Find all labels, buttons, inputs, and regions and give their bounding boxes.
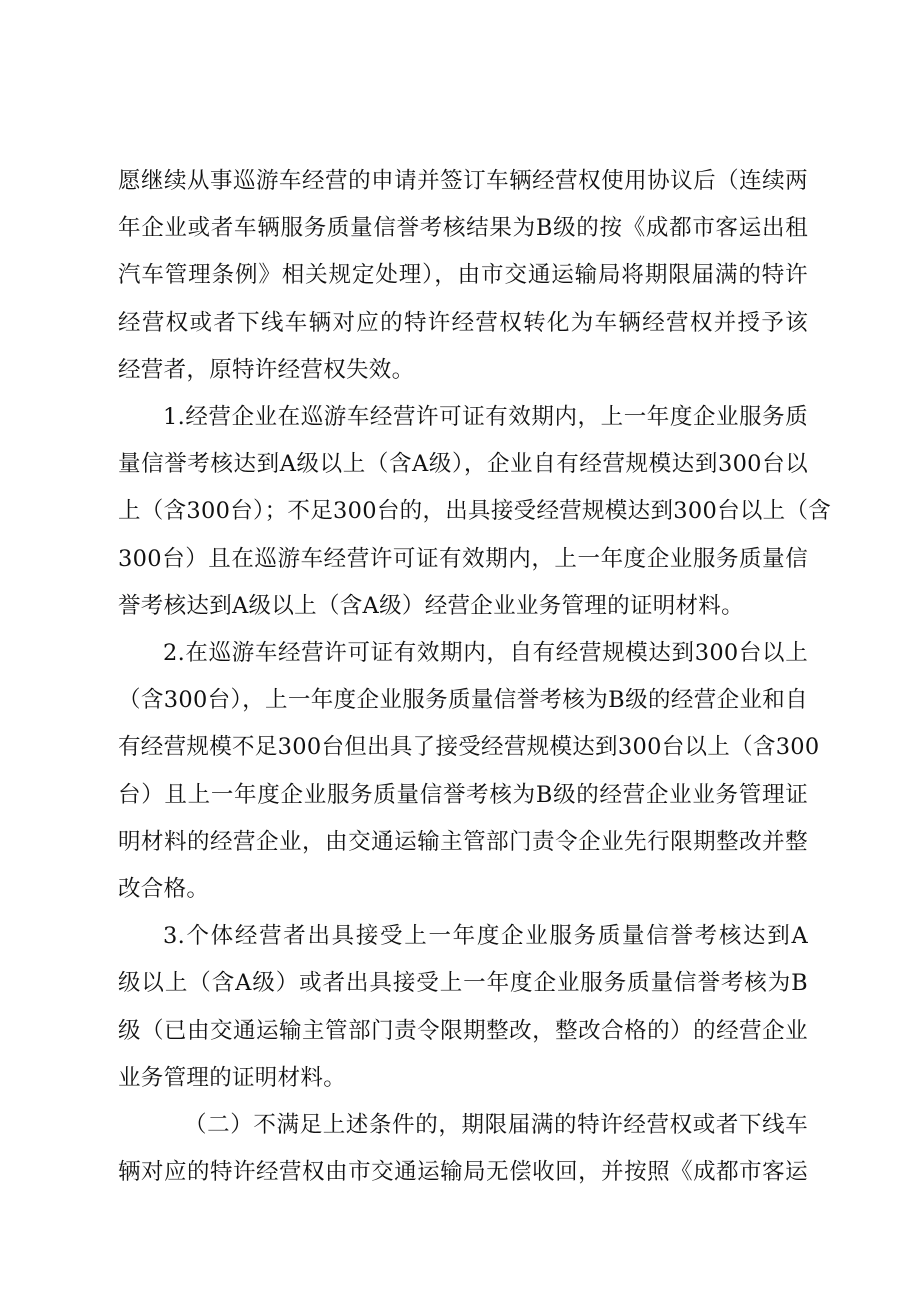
text-line: 300台）且在巡游车经营许可证有效期内，上一年度企业服务质量信: [118, 545, 808, 572]
text-line: 改合格。: [118, 876, 210, 903]
paragraph-section-2: [118, 1102, 808, 1196]
text-line: 辆对应的特许经营权由市交通运输局无偿收回，并按照《成都市客运: [118, 1159, 808, 1186]
text-line: 经营权或者下线车辆对应的特许经营权转化为车辆经营权并授予该: [118, 309, 808, 336]
text-line: 年企业或者车辆服务质量信誉考核结果为B级的按《成都市客运出租: [118, 215, 808, 242]
document-body: [118, 158, 832, 1196]
text-line: 级（已由交通运输主管部门责令限期整改，整改合格的）的经营企业: [118, 1017, 808, 1044]
text-line: 台）且上一年度企业服务质量信誉考核为B级的经营企业业务管理证: [118, 781, 808, 808]
text-line: （二）不满足上述条件的，期限届满的特许经营权或者下线车: [184, 1112, 808, 1139]
text-line: 2.在巡游车经营许可证有效期内，自有经营规模达到300台以上: [163, 640, 808, 667]
text-line: 汽车管理条例》相关规定处理），由市交通运输局将期限届满的特许: [118, 262, 808, 289]
paragraph-item-2: [118, 630, 820, 913]
text-line: 级以上（含A级）或者出具接受上一年度企业服务质量信誉考核为B: [118, 970, 808, 997]
text-line: 明材料的经营企业，由交通运输主管部门责令企业先行限期整改并整: [118, 828, 808, 855]
text-line: 业务管理的证明材料。: [118, 1064, 347, 1091]
text-line: 量信誉考核达到A级以上（含A级），企业自有经营规模达到300台以: [118, 451, 808, 478]
text-line: 1.经营企业在巡游车经营许可证有效期内，上一年度企业服务质: [163, 404, 808, 431]
text-line: 誉考核达到A级以上（含A级）经营企业业务管理的证明材料。: [118, 592, 744, 619]
paragraph-item-3: [118, 913, 808, 1102]
paragraph-continuation: [118, 158, 808, 394]
paragraph-item-1: [118, 394, 832, 630]
text-line: 有经营规模不足300台但出具了接受经营规模达到300台以上（含300: [118, 734, 820, 761]
text-line: 经营者，原特许经营权失效。: [118, 356, 415, 383]
text-line: 上（含300台）；不足300台的，出具接受经营规模达到300台以上（含: [118, 498, 832, 525]
text-line: 3.个体经营者出具接受上一年度企业服务质量信誉考核达到A: [163, 923, 808, 950]
text-line: （含300台），上一年度企业服务质量信誉考核为B级的经营企业和自: [118, 687, 808, 714]
text-line: 愿继续从事巡游车经营的申请并签订车辆经营权使用协议后（连续两: [118, 168, 808, 194]
